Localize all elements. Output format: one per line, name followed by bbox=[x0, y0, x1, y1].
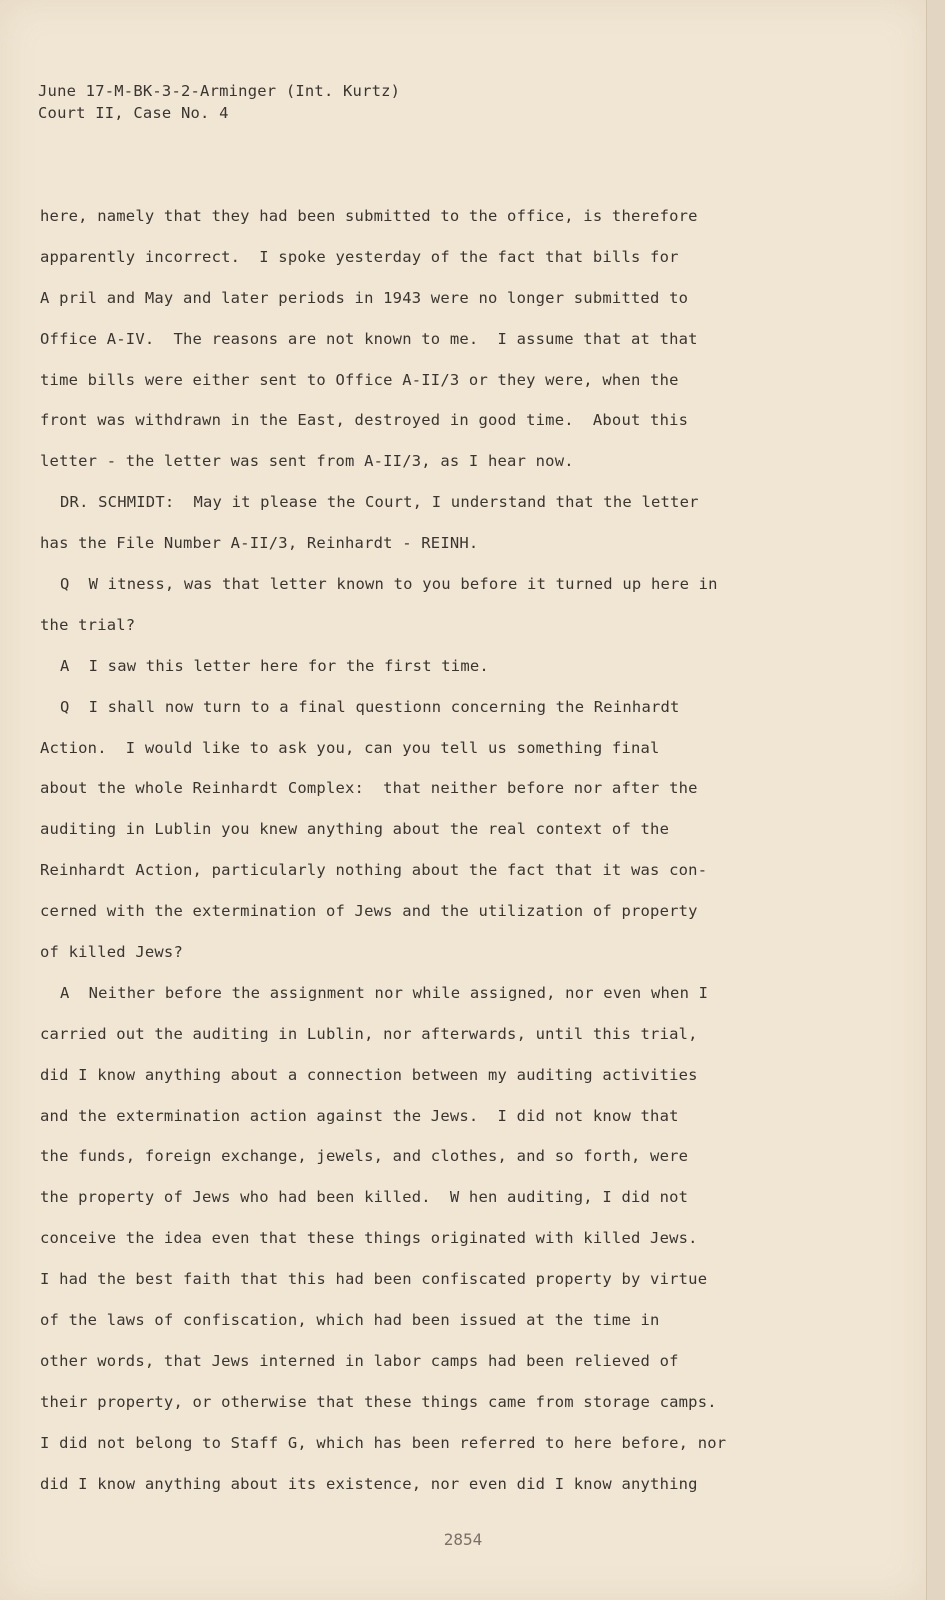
text-line: conceive the idea even that these things originated with killed Jews. bbox=[40, 1229, 698, 1248]
transcript-body bbox=[40, 196, 800, 1505]
text-line: time bills were either sent to Office A-II/3 or they were, when the bbox=[40, 370, 679, 389]
page-edge bbox=[926, 0, 945, 1600]
text-line: the trial? bbox=[40, 615, 136, 634]
text-line: A I saw this letter here for the first time. bbox=[60, 656, 489, 675]
document-header bbox=[38, 80, 400, 124]
text-line: DR. SCHMIDT: May it please the Court, I understand that the letter bbox=[60, 493, 699, 512]
text-line: letter - the letter was sent from A-II/3, as I hear now. bbox=[40, 452, 574, 471]
text-line: has the File Number A-II/3, Reinhardt - REINH. bbox=[40, 534, 479, 553]
page-number: 2854 bbox=[443, 1530, 483, 1549]
text-line: Q W itness, was that letter known to you before it turned up here in bbox=[60, 575, 718, 594]
text-line: did I know anything about a connection between my auditing activities bbox=[40, 1065, 698, 1084]
text-line: Reinhardt Action, particularly nothing about the fact that it was con- bbox=[40, 861, 708, 880]
header-line-2: Court II, Case No. 4 bbox=[38, 104, 229, 122]
text-line: A pril and May and later periods in 1943 were no longer submitted to bbox=[40, 288, 689, 307]
text-line: I did not belong to Staff G, which has been referred to here before, nor bbox=[40, 1433, 727, 1452]
text-line: Q I shall now turn to a final questionn concerning the Reinhardt bbox=[60, 697, 680, 716]
text-line: apparently incorrect. I spoke yesterday of the fact that bills for bbox=[40, 247, 679, 266]
text-line: cerned with the extermination of Jews and the utilization of property bbox=[40, 902, 698, 921]
text-line: did I know anything about its existence, nor even did I know anything bbox=[40, 1474, 698, 1493]
text-line: Office A-IV. The reasons are not known to me. I assume that at that bbox=[40, 329, 698, 348]
text-line: the funds, foreign exchange, jewels, and clothes, and so forth, were bbox=[40, 1147, 689, 1166]
text-line: of killed Jews? bbox=[40, 943, 183, 962]
text-line: about the whole Reinhardt Complex: that neither before nor after the bbox=[40, 779, 698, 798]
text-line: A Neither before the assignment nor while assigned, nor even when I bbox=[60, 983, 709, 1002]
text-line: their property, or otherwise that these things came from storage camps. bbox=[40, 1392, 717, 1411]
text-line: auditing in Lublin you knew anything about the real context of the bbox=[40, 820, 670, 839]
text-line: here, namely that they had been submitted to the office, is therefore bbox=[40, 207, 698, 225]
text-line: other words, that Jews interned in labor camps had been relieved of bbox=[40, 1351, 679, 1370]
header-line-1: June 17-M-BK-3-2-Arminger (Int. Kurtz) bbox=[38, 82, 401, 100]
text-line: the property of Jews who had been killed. W hen auditing, I did not bbox=[40, 1188, 689, 1207]
text-line: front was withdrawn in the East, destroyed in good time. About this bbox=[40, 411, 689, 430]
text-line: I had the best faith that this had been confiscated property by virtue bbox=[40, 1270, 708, 1289]
text-line: Action. I would like to ask you, can you tell us something final bbox=[40, 738, 660, 757]
text-line: and the extermination action against the Jews. I did not know that bbox=[40, 1106, 679, 1125]
text-line: of the laws of confiscation, which had been issued at the time in bbox=[40, 1311, 660, 1330]
text-line: carried out the auditing in Lublin, nor afterwards, until this trial, bbox=[40, 1024, 698, 1043]
